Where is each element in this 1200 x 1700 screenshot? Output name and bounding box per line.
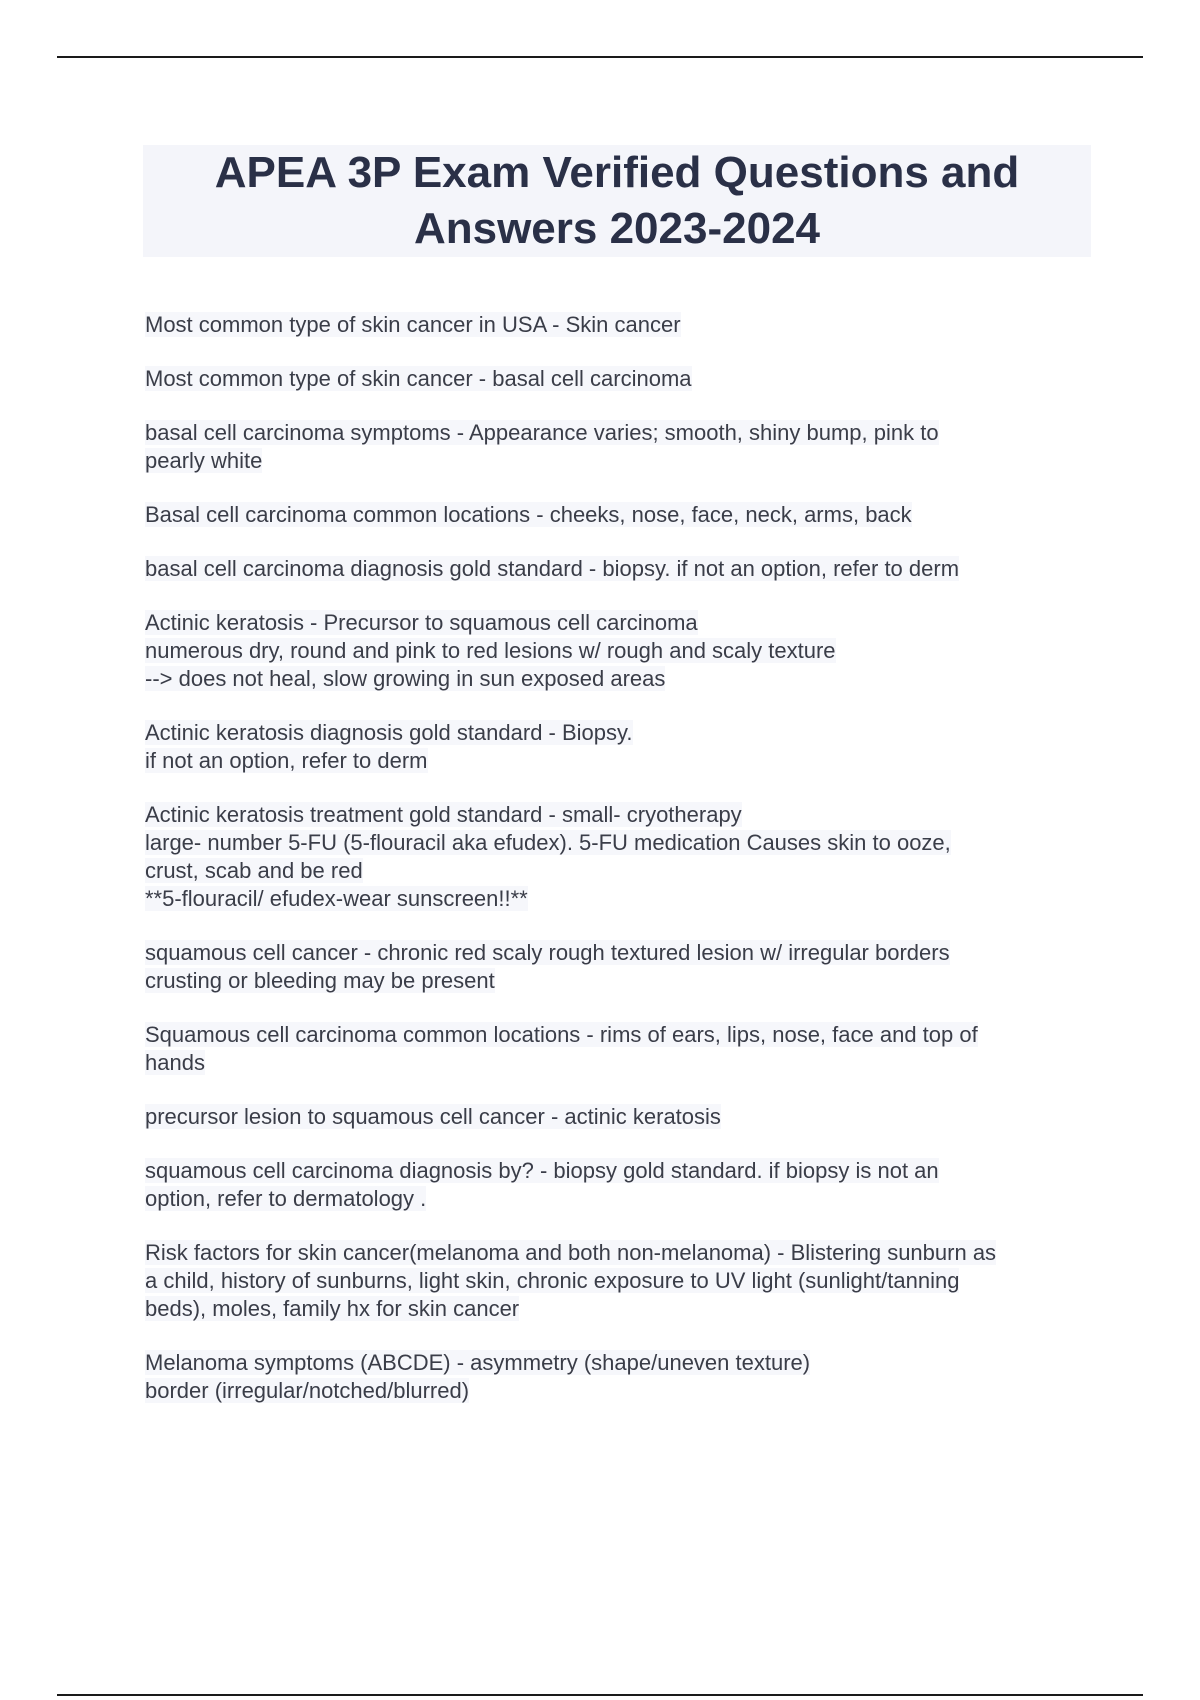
qa-item: [145, 801, 1090, 913]
qa-text: a child, history of sunburns, light skin, chronic exposure to UV light (sunlight/tanning: [145, 1268, 960, 1293]
qa-text: beds), moles, family hx for skin cancer: [145, 1296, 520, 1321]
qa-text: Basal cell carcinoma common locations - cheeks, nose, face, neck, arms, back: [145, 502, 912, 527]
qa-text: Most common type of skin cancer in USA - Skin cancer: [145, 312, 681, 337]
qa-item: [145, 501, 1090, 529]
qa-text: border (irregular/notched/blurred): [145, 1378, 470, 1403]
qa-item: [145, 609, 1090, 693]
qa-text: Actinic keratosis treatment gold standard - small- cryotherapy: [145, 802, 742, 827]
qa-item: [145, 1349, 1090, 1405]
qa-text: large- number 5-FU (5-flouracil aka efudex). 5-FU medication Causes skin to ooze,: [145, 830, 951, 855]
qa-item: [145, 1103, 1090, 1131]
bottom-rule: [57, 1694, 1143, 1696]
qa-text: squamous cell carcinoma diagnosis by? - biopsy gold standard. if biopsy is not an: [145, 1158, 939, 1183]
qa-text: squamous cell cancer - chronic red scaly rough textured lesion w/ irregular borders: [145, 940, 950, 965]
qa-text: --> does not heal, slow growing in sun exposed areas: [145, 666, 666, 691]
title-banner: [143, 145, 1091, 257]
qa-list: [145, 311, 1090, 1431]
qa-text: option, refer to dermatology .: [145, 1186, 427, 1211]
qa-text: if not an option, refer to derm: [145, 748, 428, 773]
qa-text: Actinic keratosis diagnosis gold standard - Biopsy.: [145, 720, 633, 745]
qa-text: pearly white: [145, 448, 263, 473]
qa-text: numerous dry, round and pink to red lesions w/ rough and scaly texture: [145, 638, 836, 663]
qa-text: Squamous cell carcinoma common locations - rims of ears, lips, nose, face and top of: [145, 1022, 978, 1047]
qa-item: [145, 1021, 1090, 1077]
qa-item: [145, 311, 1090, 339]
top-rule: [57, 56, 1143, 58]
qa-item: [145, 1157, 1090, 1213]
qa-text: hands: [145, 1050, 205, 1075]
qa-item: [145, 719, 1090, 775]
qa-text: Most common type of skin cancer - basal cell carcinoma: [145, 366, 692, 391]
qa-item: [145, 939, 1090, 995]
qa-item: [145, 365, 1090, 393]
qa-text: Actinic keratosis - Precursor to squamous cell carcinoma: [145, 610, 698, 635]
qa-text: basal cell carcinoma symptoms - Appearance varies; smooth, shiny bump, pink to: [145, 420, 939, 445]
qa-text: **5-flouracil/ efudex-wear sunscreen!!**: [145, 886, 528, 911]
qa-item: [145, 419, 1090, 475]
qa-text: Risk factors for skin cancer(melanoma and both non-melanoma) - Blistering sunburn as: [145, 1240, 997, 1265]
qa-text: crust, scab and be red: [145, 858, 363, 883]
qa-text: crusting or bleeding may be present: [145, 968, 495, 993]
qa-text: Melanoma symptoms (ABCDE) - asymmetry (shape/uneven texture): [145, 1350, 811, 1375]
document-title: APEA 3P Exam Verified Questions and Answers 2023-2024: [214, 148, 1020, 253]
qa-item: [145, 1239, 1090, 1323]
qa-text: basal cell carcinoma diagnosis gold standard - biopsy. if not an option, refer to derm: [145, 556, 960, 581]
qa-text: precursor lesion to squamous cell cancer - actinic keratosis: [145, 1104, 721, 1129]
qa-item: [145, 555, 1090, 583]
